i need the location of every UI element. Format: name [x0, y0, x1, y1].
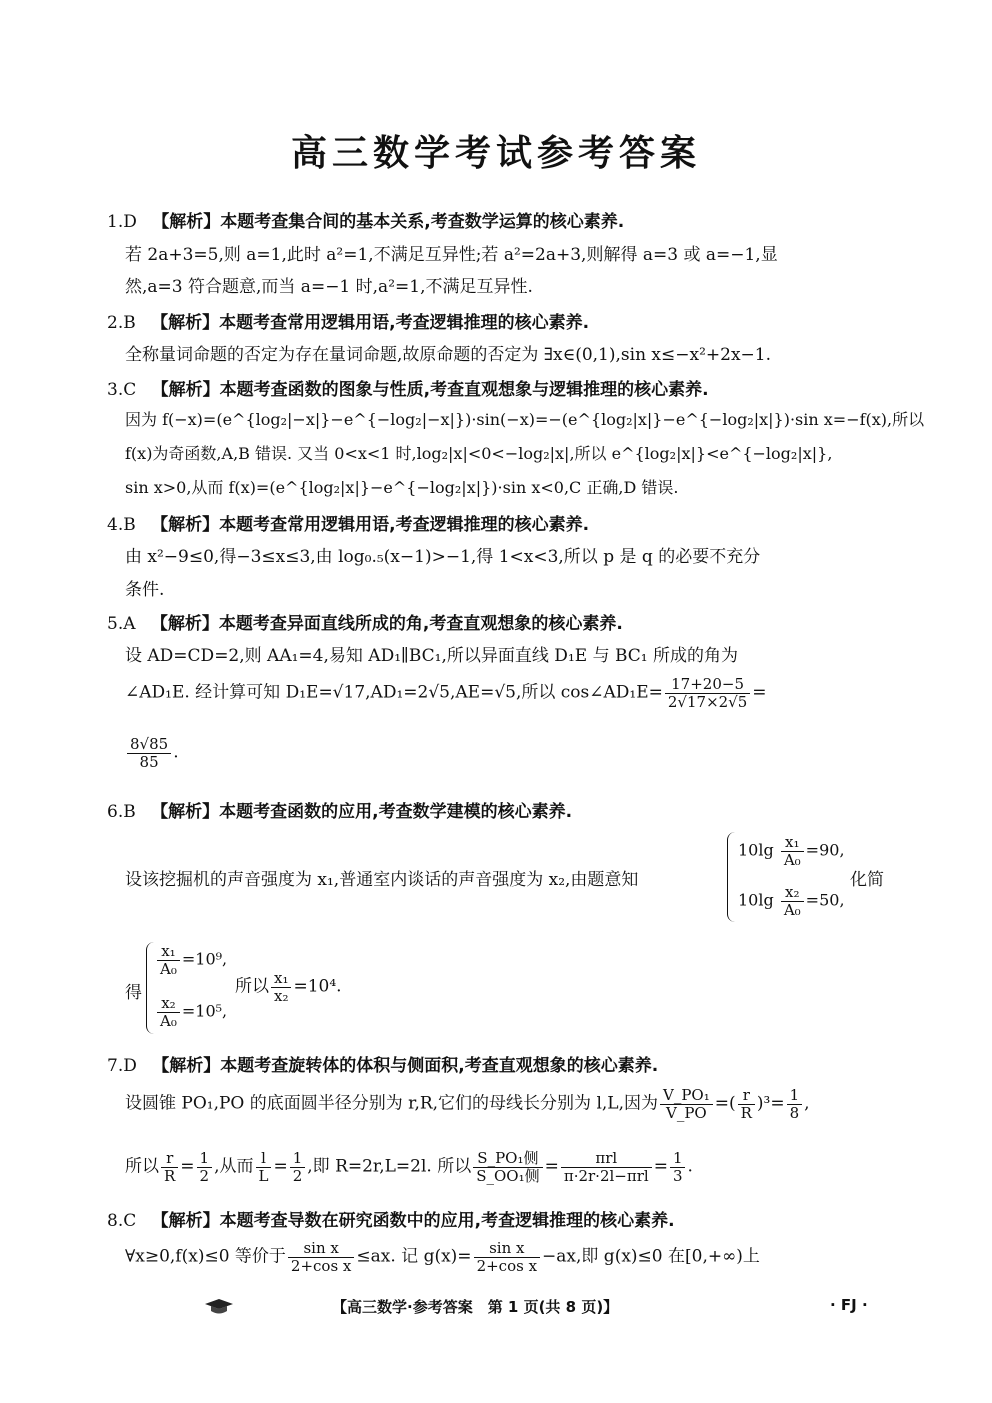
- q6-so: 所以: [235, 976, 269, 997]
- q7-half-2: [290, 1150, 306, 1184]
- q3-number: 3.C: [107, 380, 137, 400]
- q6-eq1-fraction: [781, 834, 804, 868]
- q7-f1-num: V_PO₁: [660, 1087, 713, 1105]
- q7-line-2: [125, 1150, 693, 1184]
- q6-eq2-fraction: [781, 884, 804, 918]
- q6-system-eq-4: [155, 995, 227, 1029]
- q7-one-third: [670, 1150, 686, 1184]
- q7-l1-text: 设圆锥 PO₁,PO 的底面圆半径分别为 r,R,它们的母线长分别为 l,L,因为: [125, 1093, 658, 1114]
- graduation-cap-icon: [204, 1298, 234, 1320]
- q6-header: [107, 797, 572, 822]
- q7-radius-ratio: [738, 1087, 755, 1121]
- q8-frac-2: [474, 1240, 540, 1274]
- q7-l2f7-num: 1: [670, 1150, 686, 1168]
- q5-line-2-text: ∠AD₁E. 经计算可知 D₁E=√17,AD₁=2√5,AE=√5,所以 cos∠AD₁E=: [125, 682, 663, 703]
- q7-l2f3-num: l: [256, 1150, 272, 1168]
- q7-header: [107, 1051, 658, 1076]
- q7-l-over-L: [256, 1150, 272, 1184]
- q8-header: [107, 1206, 675, 1231]
- q6-eq3-den: A₀: [160, 959, 177, 978]
- q7-l2f5-den: S_OO₁侧: [476, 1166, 540, 1185]
- q8-f2-den: 2+cos x: [476, 1256, 538, 1275]
- q3-line-2: f(x)为奇函数,A,B 错误. 又当 0<x<1 时,log₂|x|<0<−log₂|x|,所以 e^{log₂|x|}<e^{−log₂|x|},: [125, 444, 833, 463]
- q1-tag: 【解析】: [152, 212, 221, 232]
- q1-line-2: 然,a=3 符合题意,而当 a=−1 时,a²=1,不满足互异性.: [125, 277, 533, 297]
- q6-number: 6.B: [107, 802, 136, 822]
- q6-eq4-fraction: [157, 995, 180, 1029]
- q6-simplify: 化简: [850, 870, 884, 890]
- q6-ratio-value: =10⁴.: [293, 976, 342, 997]
- q5-header: [107, 609, 623, 634]
- q6-ratio-den: x₂: [274, 986, 289, 1005]
- q6-tag: 【解析】: [151, 802, 220, 822]
- q7-f2-num: r: [738, 1087, 755, 1105]
- q1-number: 1.D: [107, 212, 137, 232]
- q6-eq3-suffix: =10⁹,: [181, 949, 228, 969]
- q6-eq2-num: x₂: [781, 884, 804, 902]
- q8-f2-num: sin x: [474, 1240, 540, 1258]
- q1-header: [107, 207, 624, 232]
- q5-number: 5.A: [107, 614, 136, 634]
- q3-tag: 【解析】: [151, 380, 220, 400]
- q2-summary: 本题考查常用逻辑用语,考查逻辑推理的核心素养.: [219, 313, 590, 333]
- q3-header: [107, 375, 709, 400]
- q6-ratio-num: x₁: [271, 970, 291, 988]
- q5-tag: 【解析】: [150, 614, 219, 634]
- q4-header: [107, 510, 589, 535]
- q7-l2-text: ,即 R=2r,L=2l. 所以: [307, 1156, 472, 1177]
- q7-l2f2-den: 2: [199, 1166, 210, 1185]
- q7-l1-cube: )³=: [756, 1093, 785, 1114]
- q6-system-eq-3: [155, 943, 227, 977]
- q8-number: 8.C: [107, 1211, 137, 1231]
- q6-de: 得: [125, 983, 142, 1003]
- q5-line-1: 设 AD=CD=2,则 AA₁=4,易知 AD₁∥BC₁,所以异面直线 D₁E 与 BC₁ 所成的角为: [125, 646, 739, 666]
- q7-l2f4-den: 2: [292, 1166, 303, 1185]
- q6-eq2-prefix: 10lg: [738, 890, 774, 910]
- q6-summary: 本题考查函数的应用,考查数学建模的核心素养.: [219, 802, 573, 822]
- q8-l1-end: −ax,即 g(x)≤0 在[0,+∞)上: [542, 1246, 760, 1267]
- q7-one-eighth: [787, 1087, 803, 1121]
- q7-f3-den: 8: [789, 1103, 800, 1122]
- q2-header: [107, 308, 589, 333]
- q5-line-2: [125, 676, 767, 710]
- q6-line-1: 设该挖掘机的声音强度为 x₁,普通室内谈话的声音强度为 x₂,由题意知: [125, 870, 639, 890]
- q6-eq4-den: A₀: [160, 1011, 177, 1030]
- q5-period: .: [173, 742, 179, 763]
- q7-area-ratio: [473, 1150, 542, 1184]
- q6-brace-1: [727, 832, 736, 922]
- q5-result-numerator: 8√85: [127, 736, 171, 754]
- q7-f3-num: 1: [787, 1087, 803, 1105]
- q6-ratio-fraction: [271, 970, 291, 1004]
- q7-r-over-R: [161, 1150, 178, 1184]
- q5-cos-denominator: 2√17×2√5: [667, 692, 748, 711]
- q3-line-1: 因为 f(−x)=(e^{log₂|−x|}−e^{−log₂|−x|})·sin(−x)=−(e^{log₂|x|}−e^{−log₂|x|})·sin x=−f(x),所以: [125, 410, 925, 429]
- q5-equals: =: [752, 682, 767, 703]
- q8-summary: 本题考查导数在研究函数中的应用,考查逻辑推理的核心素养.: [219, 1211, 675, 1231]
- q6-eq2-den: A₀: [783, 900, 801, 919]
- q6-eq4-suffix: =10⁵,: [181, 1001, 228, 1021]
- q8-frac-1: [288, 1240, 354, 1274]
- q7-l2f2-num: 1: [197, 1150, 213, 1168]
- q6-eq4-num: x₂: [157, 995, 180, 1013]
- q7-l2-period: .: [687, 1156, 693, 1177]
- q7-line-1: [125, 1087, 810, 1121]
- q2-line-1: 全称量词命题的否定为存在量词命题,故原命题的否定为 ∃x∈(0,1),sin x≤−x²+2x−1.: [125, 345, 772, 365]
- q7-l2-eq3: =: [544, 1156, 559, 1177]
- q4-line-2: 条件.: [125, 580, 165, 600]
- q5-line-3: [125, 736, 179, 770]
- q7-number: 7.D: [107, 1056, 137, 1076]
- q8-f1-num: sin x: [288, 1240, 354, 1258]
- q8-l1-mid: ≤ax. 记 g(x)=: [356, 1246, 472, 1267]
- q6-system-eq-2: [738, 884, 845, 918]
- q7-l1-comma: ,: [804, 1093, 810, 1114]
- q5-summary: 本题考查异面直线所成的角,考查直观想象的核心素养.: [218, 614, 623, 634]
- q6-eq1-den: A₀: [783, 850, 801, 869]
- q4-summary: 本题考查常用逻辑用语,考查逻辑推理的核心素养.: [219, 515, 590, 535]
- q7-summary: 本题考查旋转体的体积与侧面积,考查直观想象的核心素养.: [220, 1056, 659, 1076]
- q8-f1-den: 2+cos x: [290, 1256, 352, 1275]
- page-title: 高三数学考试参考答案: [290, 133, 701, 174]
- q7-l2-eq1: =: [180, 1156, 195, 1177]
- q8-line-1: [125, 1240, 760, 1274]
- footer-page-info: 【高三数学·参考答案 第 1 页(共 8 页)】: [332, 1298, 619, 1316]
- q7-l2-so: 所以: [125, 1156, 159, 1177]
- q3-line-3: sin x>0,从而 f(x)=(e^{log₂|x|}−e^{−log₂|x|})·sin x<0,C 正确,D 错误.: [125, 478, 679, 497]
- q6-eq3-num: x₁: [157, 943, 180, 961]
- q4-line-1: 由 x²−9≤0,得−3≤x≤3,由 log₀.₅(x−1)>−1,得 1<x<3,所以 p 是 q 的必要不充分: [125, 547, 761, 567]
- q6-system-eq-1: [738, 834, 845, 868]
- q1-summary: 本题考查集合间的基本关系,考查数学运算的核心素养.: [220, 212, 625, 232]
- q7-l2-thus: ,从而: [214, 1156, 254, 1177]
- q7-l2f3-den: L: [258, 1166, 269, 1185]
- q7-f2-den: R: [740, 1103, 752, 1122]
- q5-result-denominator: 85: [139, 752, 159, 771]
- q7-half-1: [197, 1150, 213, 1184]
- q4-tag: 【解析】: [151, 515, 220, 535]
- q6-eq1-suffix: =90,: [805, 840, 845, 860]
- q4-number: 4.B: [107, 515, 136, 535]
- q8-l1-text: ∀x≥0,f(x)≤0 等价于: [125, 1246, 286, 1267]
- q6-eq2-suffix: =50,: [805, 890, 845, 910]
- q7-tag: 【解析】: [152, 1056, 221, 1076]
- q7-volume-ratio: [660, 1087, 713, 1121]
- q8-tag: 【解析】: [151, 1211, 220, 1231]
- q7-area-expr: [561, 1150, 652, 1184]
- q6-eq3-fraction: [157, 943, 180, 977]
- q7-l1-eq: =(: [714, 1093, 736, 1114]
- footer-code: · FJ ·: [830, 1296, 868, 1314]
- q2-tag: 【解析】: [151, 313, 220, 333]
- q7-l2f5-num: S_PO₁侧: [473, 1150, 542, 1168]
- q7-l2f4-num: 1: [290, 1150, 306, 1168]
- q6-conclusion: [235, 970, 342, 1004]
- q5-cos-numerator: 17+20−5: [665, 676, 750, 694]
- q7-l2f1-den: R: [164, 1166, 176, 1185]
- q7-l2f6-num: πrl: [561, 1150, 652, 1168]
- q7-l2f6-den: π·2r·2l−πrl: [563, 1166, 649, 1185]
- q7-l2f1-num: r: [161, 1150, 178, 1168]
- q3-summary: 本题考查函数的图象与性质,考查直观想象与逻辑推理的核心素养.: [219, 380, 709, 400]
- q5-result-fraction: [127, 736, 171, 770]
- q6-eq1-prefix: 10lg: [738, 840, 774, 860]
- q6-brace-2: [146, 942, 155, 1034]
- q2-number: 2.B: [107, 313, 136, 333]
- q7-f1-den: V_PO: [665, 1103, 707, 1122]
- q7-l2-eq4: =: [653, 1156, 668, 1177]
- q5-cos-fraction: [665, 676, 750, 710]
- q7-l2-eq2: =: [273, 1156, 288, 1177]
- q6-eq1-num: x₁: [781, 834, 804, 852]
- q1-line-1: 若 2a+3=5,则 a=1,此时 a²=1,不满足互异性;若 a²=2a+3,则解得 a=3 或 a=−1,显: [125, 245, 778, 265]
- q7-l2f7-den: 3: [672, 1166, 683, 1185]
